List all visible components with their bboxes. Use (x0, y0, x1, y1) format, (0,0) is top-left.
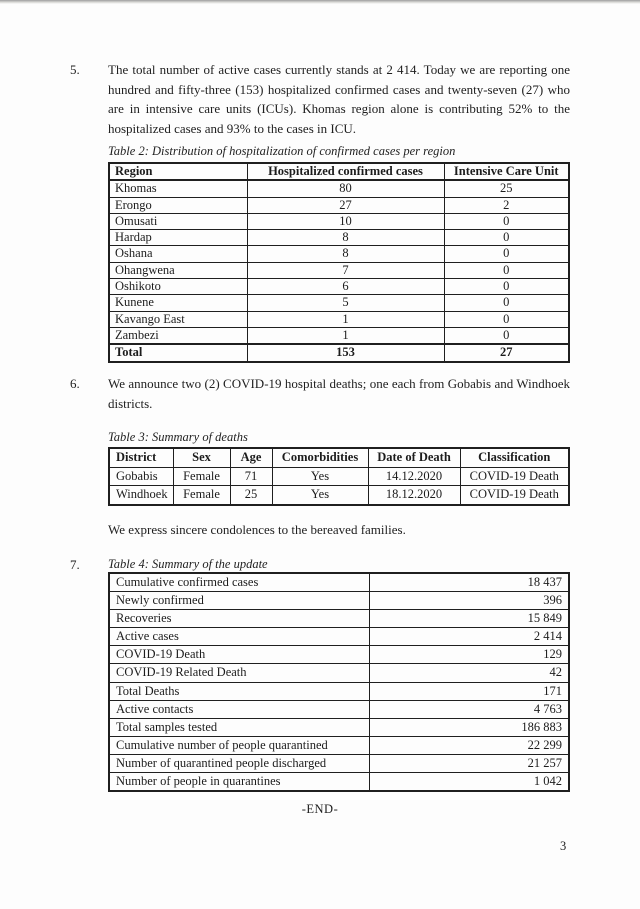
cell: 1 (247, 311, 444, 327)
cell: 5 (247, 295, 444, 311)
cell: 15 849 (369, 610, 569, 628)
header-cell: Age (230, 448, 272, 467)
cell: 2 (444, 197, 569, 213)
cell: 27 (444, 344, 569, 361)
cell: Cumulative number of people quarantined (109, 736, 369, 754)
cell: Windhoek (109, 486, 173, 505)
cell: Ohangwena (109, 262, 247, 278)
header-cell: Region (109, 163, 247, 180)
cell: Hardap (109, 230, 247, 246)
table-row (109, 718, 569, 736)
cell: Total samples tested (109, 718, 369, 736)
cell: 18.12.2020 (368, 486, 460, 505)
cell: 186 883 (369, 718, 569, 736)
cell: 71 (230, 467, 272, 486)
cell: 10 (247, 213, 444, 229)
cell: 18 437 (369, 573, 569, 592)
numbered-item-6 (70, 374, 570, 413)
cell: 25 (444, 180, 569, 197)
deaths-summary-table (108, 447, 570, 506)
cell: COVID-19 Death (460, 467, 569, 486)
table-row (109, 573, 569, 592)
hospitalization-table (108, 162, 570, 363)
cell: Female (173, 486, 230, 505)
table-row (109, 736, 569, 754)
cell: 21 257 (369, 754, 569, 772)
cell: COVID-19 Death (109, 646, 369, 664)
table-row (109, 311, 569, 327)
cell: Cumulative confirmed cases (109, 573, 369, 592)
cell: COVID-19 Death (460, 486, 569, 505)
table-4-caption: Table 4: Summary of the update (108, 557, 268, 571)
cell: 0 (444, 213, 569, 229)
table-row (109, 592, 569, 610)
cell: 0 (444, 230, 569, 246)
table-total-row (109, 344, 569, 361)
header-cell: Classification (460, 448, 569, 467)
cell: 25 (230, 486, 272, 505)
cell: 1 (247, 327, 444, 344)
cell: 0 (444, 279, 569, 295)
cell: Khomas (109, 180, 247, 197)
cell: Zambezi (109, 327, 247, 344)
item-number: 7. (70, 557, 80, 572)
cell: Number of people in quarantines (109, 773, 369, 792)
end-marker: -END- (301, 802, 339, 816)
table-body (109, 180, 569, 344)
scan-edge-artifact (0, 0, 640, 4)
table-row (109, 610, 569, 628)
table-row (109, 230, 569, 246)
cell: Total Deaths (109, 682, 369, 700)
condolence-text: We express sincere condolences to the bereaved families. (108, 522, 406, 537)
cell: Number of quarantined people discharged (109, 754, 369, 772)
header-cell: Date of Death (368, 448, 460, 467)
cell: Active cases (109, 628, 369, 646)
cell: Gobabis (109, 467, 173, 486)
cell: 27 (247, 197, 444, 213)
cell: 0 (444, 295, 569, 311)
table-row (109, 295, 569, 311)
table-row (109, 682, 569, 700)
cell: 7 (247, 262, 444, 278)
cell: 80 (247, 180, 444, 197)
cell: 129 (369, 646, 569, 664)
page-number: 3 (560, 839, 567, 853)
cell: 14.12.2020 (368, 467, 460, 486)
table-3-caption: Table 3: Summary of deaths (108, 430, 248, 444)
table-row (109, 262, 569, 278)
item-paragraph: The total number of active cases currently stands at 2 414. Today we are reporting one hundred and fifty-three (153) hospitalized confirmed cases and twenty-seven (27) who are in intensive care units (ICUs). Khomas region alone is contributing 52% to the hospitalized cases and 93% to the cases in ICU. (108, 62, 570, 136)
cell: 6 (247, 279, 444, 295)
cell: 8 (247, 230, 444, 246)
table-row (109, 773, 569, 792)
cell: Kavango East (109, 311, 247, 327)
table-row (109, 197, 569, 213)
cell: Total (109, 344, 247, 361)
cell: 42 (369, 664, 569, 682)
table-body (109, 573, 569, 791)
cell: 2 414 (369, 628, 569, 646)
table-row (109, 180, 569, 197)
header-cell: Comorbidities (272, 448, 368, 467)
numbered-item-5 (70, 60, 570, 138)
cell: Recoveries (109, 610, 369, 628)
table-2-caption: Table 2: Distribution of hospitalization of confirmed cases per region (108, 144, 456, 158)
cell: Yes (272, 467, 368, 486)
item-number: 6. (70, 376, 80, 391)
cell: Oshana (109, 246, 247, 262)
header-cell: District (109, 448, 173, 467)
item-number: 5. (70, 62, 80, 77)
cell: 0 (444, 262, 569, 278)
header-cell: Hospitalized confirmed cases (247, 163, 444, 180)
table-row (109, 213, 569, 229)
cell: COVID-19 Related Death (109, 664, 369, 682)
table-row (109, 754, 569, 772)
table-row (109, 664, 569, 682)
table-header-row (109, 163, 569, 180)
cell: 1 042 (369, 773, 569, 792)
cell: 0 (444, 327, 569, 344)
table-row (109, 467, 569, 486)
table-row (109, 279, 569, 295)
table-row (109, 646, 569, 664)
cell: Omusati (109, 213, 247, 229)
cell: 8 (247, 246, 444, 262)
update-summary-table (108, 572, 570, 792)
table-row (109, 628, 569, 646)
table-body (109, 467, 569, 505)
cell: 0 (444, 311, 569, 327)
cell: Yes (272, 486, 368, 505)
cell: 153 (247, 344, 444, 361)
cell: 4 763 (369, 700, 569, 718)
cell: Female (173, 467, 230, 486)
cell: 22 299 (369, 736, 569, 754)
cell: Oshikoto (109, 279, 247, 295)
table-row (109, 486, 569, 505)
cell: Kunene (109, 295, 247, 311)
table-row (109, 700, 569, 718)
cell: Erongo (109, 197, 247, 213)
table-row (109, 327, 569, 344)
cell: 171 (369, 682, 569, 700)
table-header-row (109, 448, 569, 467)
header-cell: Sex (173, 448, 230, 467)
table-row (109, 246, 569, 262)
cell: 0 (444, 246, 569, 262)
cell: Active contacts (109, 700, 369, 718)
header-cell: Intensive Care Unit (444, 163, 569, 180)
item-paragraph: We announce two (2) COVID-19 hospital deaths; one each from Gobabis and Windhoek districts. (108, 376, 570, 411)
cell: Newly confirmed (109, 592, 369, 610)
cell: 396 (369, 592, 569, 610)
